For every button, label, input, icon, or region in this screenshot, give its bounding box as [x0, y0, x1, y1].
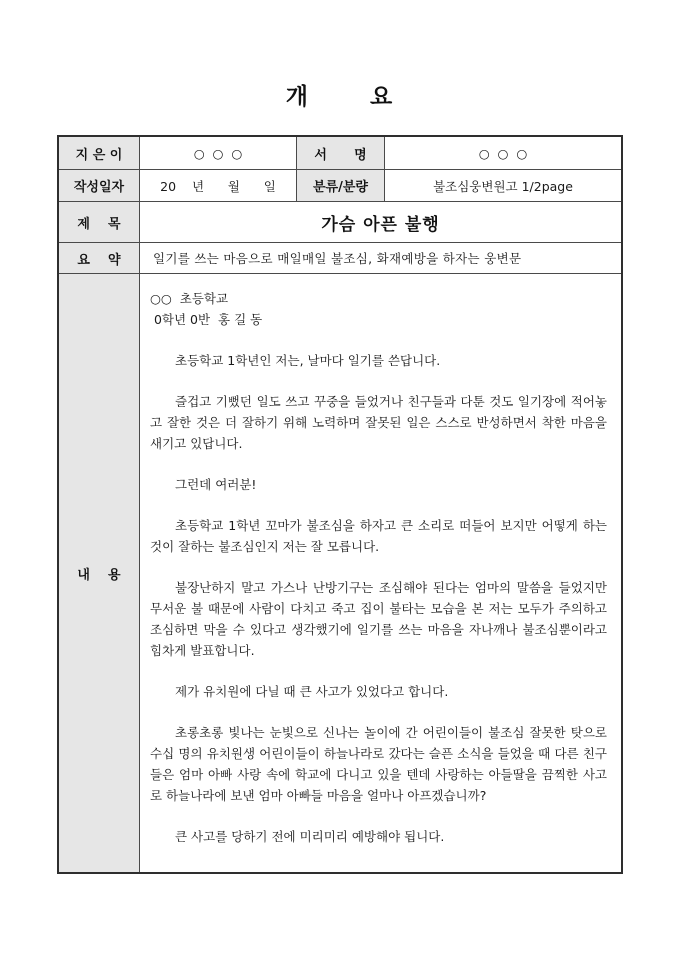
content-paragraph: 불장난하지 말고 가스나 난방기구는 조심해야 된다는 엄마의 말씀을 들었지만 무서운 불 때문에 사람이 다치고 죽고 집이 불타는 모습을 본 저는 모두가 주의하고 조심하면 막을 수 있다고 생각했기에 일기를 쓰는 마음을 자나깨나 불조심뿐이라고 힘차게 발표합니다. — [150, 580, 607, 658]
category-label: 분류/분량 — [297, 170, 385, 202]
content-school-line: ○○ 초등학교 — [150, 291, 229, 306]
content-cell — [140, 274, 621, 872]
content-paragraph: 초롱초롱 빛나는 눈빛으로 신나는 놀이에 간 어린이들이 불조심 잘못한 탓으로 수십 명의 유치원생 어린이들이 하늘나라로 갔다는 슬픈 소식을 들었을 때 다른 친구들은 엄마 아빠 사랑 속에 학교에 다니고 있을 텐데 사랑하는 아들딸을 끔찍한 사고로 하늘나라에 보낸 엄마 아빠들 마음을 얼마나 아프겠습니까? — [150, 725, 607, 803]
subject-value: 가슴 아픈 불행 — [140, 202, 621, 243]
date-label: 작성일자 — [59, 170, 140, 202]
date-value: 20 년 월 일 — [140, 170, 297, 202]
content-student-line: 0학년 0반 홍 길 동 — [150, 312, 263, 327]
page-title: 개 요 — [285, 84, 395, 110]
summary-label: 요 약 — [59, 243, 140, 274]
content-paragraph: 초등학교 1학년인 저는, 날마다 일기를 쓴답니다. — [175, 353, 441, 368]
author-label: 지 은 이 — [59, 137, 140, 170]
author-value: ○ ○ ○ — [140, 137, 297, 170]
summary-value: 일기를 쓰는 마음으로 매일매일 불조심, 화재예방을 하자는 웅변문 — [140, 243, 621, 274]
content-paragraph: 그런데 여러분! — [175, 477, 257, 492]
content-label: 내 용 — [59, 274, 140, 872]
subject-label: 제 목 — [59, 202, 140, 243]
content-paragraph: 제가 유치원에 다닐 때 큰 사고가 있었다고 합니다. — [175, 684, 449, 699]
book-title-value: ○ ○ ○ — [385, 137, 621, 170]
content-paragraph: 큰 사고를 당하기 전에 미리미리 예방해야 됩니다. — [175, 829, 445, 844]
overview-table — [57, 135, 623, 874]
content-paragraph: 즐겁고 기뻤던 일도 쓰고 꾸중을 들었거나 친구들과 다툰 것도 일기장에 적어놓고 잘한 것은 더 잘하기 위해 노력하며 잘못된 일은 스스로 반성하면서 착한 마음을 새기고 있답니다. — [150, 394, 607, 451]
category-value: 불조심웅변원고 1/2page — [385, 170, 621, 202]
content-paragraph: 초등학교 1학년 꼬마가 불조심을 하자고 큰 소리로 떠들어 보지만 어떻게 하는 것이 잘하는 불조심인지 저는 잘 모릅니다. — [150, 518, 607, 554]
book-title-label: 서 명 — [297, 137, 385, 170]
